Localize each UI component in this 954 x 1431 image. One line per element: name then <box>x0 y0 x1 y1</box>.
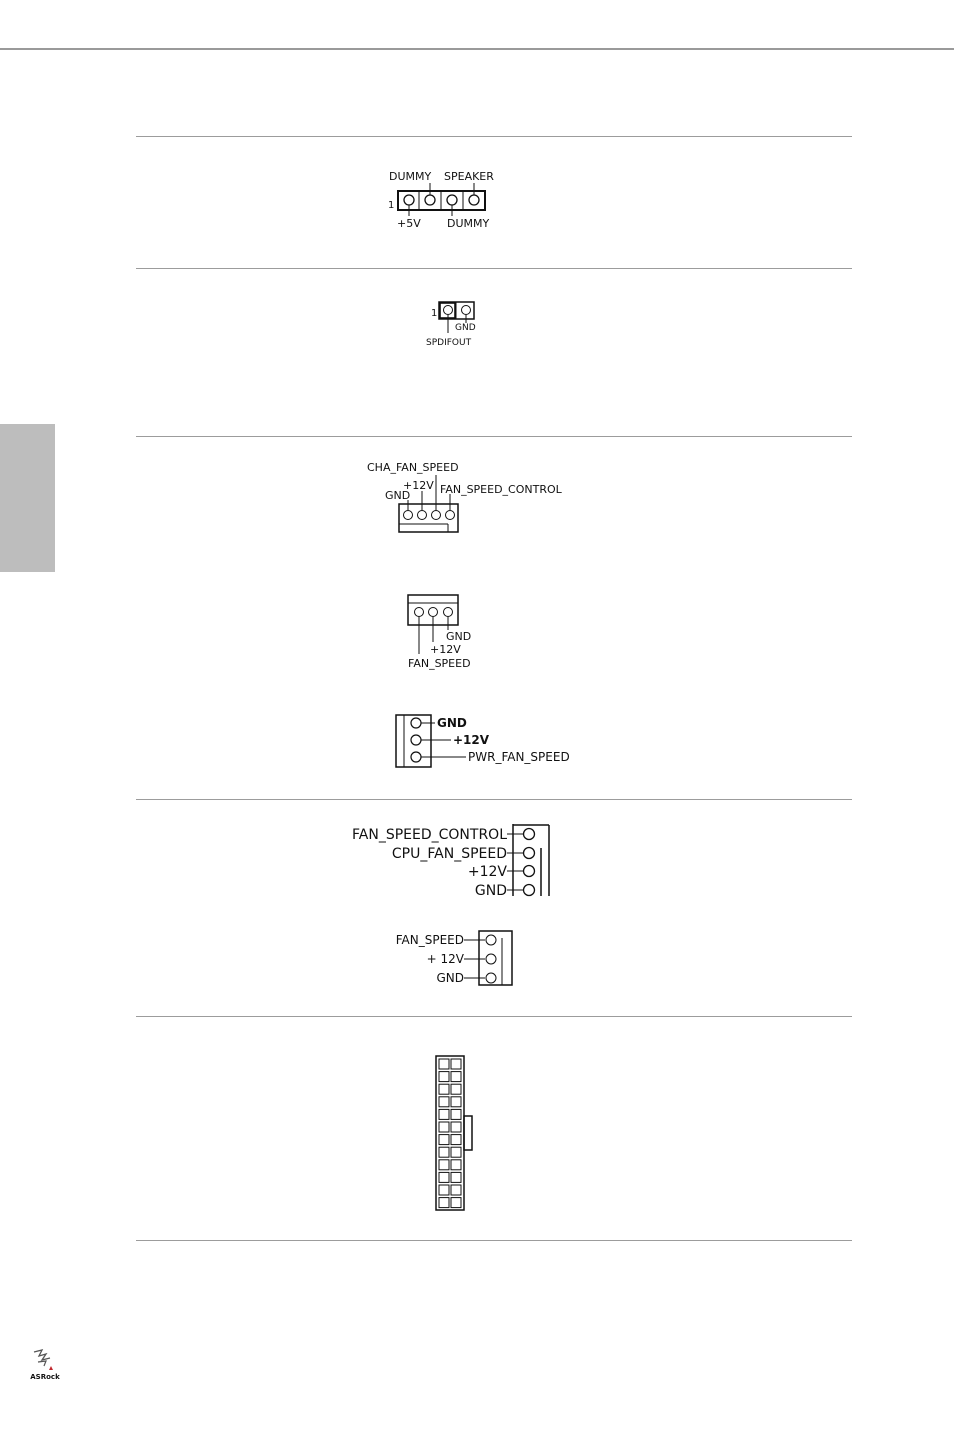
atx-pin <box>439 1059 449 1069</box>
pwr-fan-gnd-label: GND <box>437 716 467 730</box>
atx-pin <box>439 1109 449 1119</box>
atx-pin <box>439 1172 449 1182</box>
atx-pin <box>451 1072 461 1082</box>
brand-logo <box>20 1348 70 1386</box>
section-divider <box>136 268 852 269</box>
cpu-fan-3pin-diagram <box>385 928 520 990</box>
chassis-fan-4pin-diagram <box>360 458 575 540</box>
cpu-fan3-12v-label: + 12V <box>426 952 464 966</box>
spdif-gnd-label: GND <box>455 323 476 333</box>
spdif-header-diagram <box>424 298 494 350</box>
atx-pin <box>451 1084 461 1094</box>
atx-pin <box>451 1097 461 1107</box>
pwr-fan-speed-label: PWR_FAN_SPEED <box>468 750 570 764</box>
speaker-top-right-label: SPEAKER <box>444 170 494 183</box>
cha-fan-gnd-label: GND <box>385 489 411 502</box>
atx-pin <box>439 1084 449 1094</box>
cpu-fan3-speed-label: FAN_SPEED <box>395 933 464 947</box>
cha-fan-speed-label: CHA_FAN_SPEED <box>367 461 459 474</box>
section-divider <box>136 799 852 800</box>
atx-pin-grid <box>439 1059 461 1208</box>
spdif-out-label: SPDIFOUT <box>426 338 472 348</box>
atx-pin <box>451 1172 461 1182</box>
section-divider <box>136 136 852 137</box>
side-chapter-tab <box>0 424 55 572</box>
pin1-label: 1 <box>388 200 395 211</box>
atx-pin <box>439 1198 449 1208</box>
atx-pin <box>451 1147 461 1157</box>
cpu-fan3-gnd-label: GND <box>436 971 464 985</box>
speaker-header-diagram <box>380 166 520 232</box>
cpu-fan-control-label: FAN_SPEED_CONTROL <box>352 827 507 843</box>
logo-text: ASRock <box>30 1373 60 1381</box>
fan3-gnd-label: GND <box>446 630 472 643</box>
atx-pin <box>451 1160 461 1170</box>
atx-pin <box>439 1097 449 1107</box>
atx-pin <box>439 1072 449 1082</box>
atx-power-connector-diagram <box>430 1050 480 1215</box>
power-fan-diagram <box>393 712 578 770</box>
atx-pin <box>439 1135 449 1145</box>
fan-3pin-diagram <box>400 590 500 672</box>
fan3-speed-label: FAN_SPEED <box>408 657 471 670</box>
cpu-fan-speed-label: CPU_FAN_SPEED <box>391 846 507 862</box>
speaker-top-left-label: DUMMY <box>389 170 432 183</box>
atx-pin <box>451 1109 461 1119</box>
cpu-fan-4pin-diagram <box>345 822 560 898</box>
pin1-label: 1 <box>431 308 438 319</box>
cha-fan-control-label: FAN_SPEED_CONTROL <box>440 483 562 496</box>
atx-pin <box>451 1198 461 1208</box>
header-rule <box>0 48 954 50</box>
atx-pin <box>439 1160 449 1170</box>
speaker-bottom-left-label: +5V <box>397 217 421 230</box>
atx-pin <box>439 1122 449 1132</box>
section-divider <box>136 1016 852 1017</box>
cpu-fan-12v-label: +12V <box>467 864 507 880</box>
atx-pin <box>451 1185 461 1195</box>
cpu-fan-gnd-label: GND <box>474 883 507 898</box>
atx-pin <box>451 1135 461 1145</box>
atx-pin <box>439 1147 449 1157</box>
speaker-bottom-right-label: DUMMY <box>447 217 490 230</box>
cha-fan-12v-label: +12V <box>403 479 434 492</box>
fan3-12v-label: +12V <box>430 643 461 656</box>
section-divider <box>136 1240 852 1241</box>
atx-pin <box>451 1122 461 1132</box>
pwr-fan-12v-label: +12V <box>453 733 490 747</box>
section-divider <box>136 436 852 437</box>
atx-pin <box>439 1185 449 1195</box>
atx-pin <box>451 1059 461 1069</box>
